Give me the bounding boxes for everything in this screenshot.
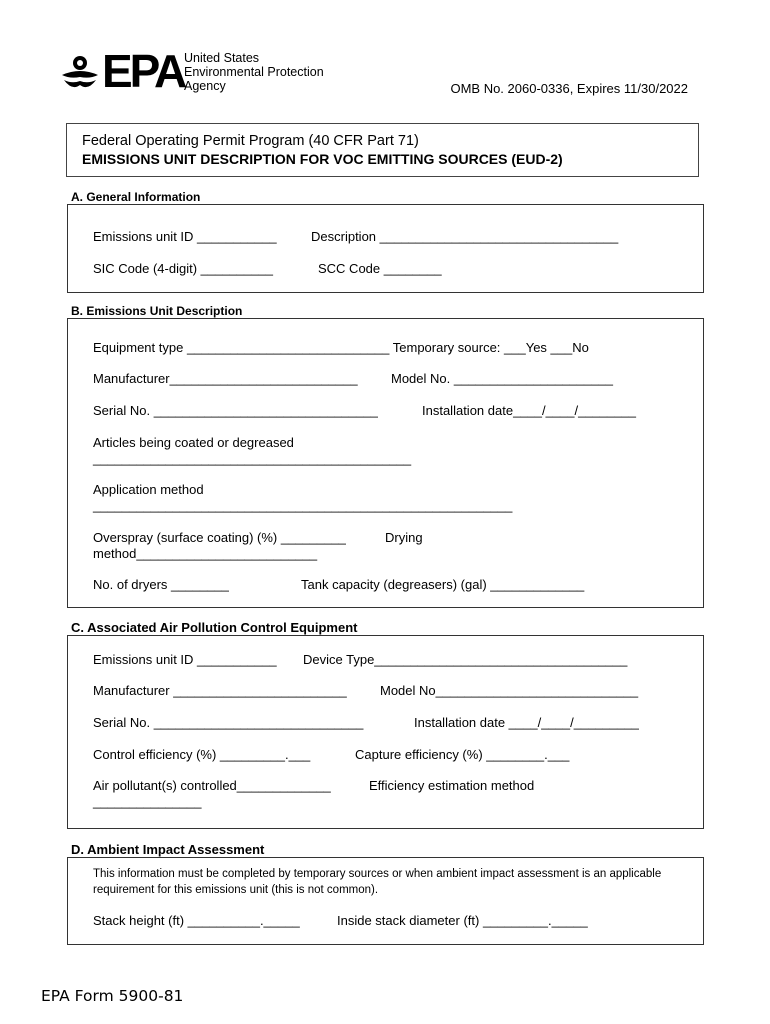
section-a-heading: A. General Information xyxy=(71,190,201,204)
dryers-count-field[interactable]: No. of dryers ________ xyxy=(93,577,229,592)
articles-label: Articles being coated or degreased xyxy=(93,435,294,450)
application-method-field[interactable]: __________________________________________________________ xyxy=(93,498,513,513)
control-installation-date-field[interactable]: Installation date ____/____/_________ xyxy=(414,715,639,730)
efficiency-method-label: Efficiency estimation method xyxy=(369,778,535,793)
drying-label: Drying xyxy=(385,530,423,545)
tank-capacity-field[interactable]: Tank capacity (degreasers) (gal) _____________ xyxy=(301,577,585,592)
section-c-heading: C. Associated Air Pollution Control Equipment xyxy=(71,620,358,635)
equipment-type-field[interactable]: Equipment type ____________________________ Temporary source: ___Yes ___No xyxy=(93,340,589,355)
form-program-title: Federal Operating Permit Program (40 CFR Part 71) xyxy=(82,133,419,149)
section-d-heading: D. Ambient Impact Assessment xyxy=(71,842,265,857)
title-box xyxy=(66,123,699,177)
efficiency-method-field[interactable]: _______________ xyxy=(93,794,202,809)
epa-flower-icon xyxy=(60,53,100,93)
form-title: EMISSIONS UNIT DESCRIPTION FOR VOC EMITTING SOURCES (EUD-2) xyxy=(82,151,563,167)
model-no-field[interactable]: Model No. ______________________ xyxy=(391,371,613,386)
drying-method-field[interactable]: method_________________________ xyxy=(93,546,318,561)
control-serial-no-field[interactable]: Serial No. _____________________________ xyxy=(93,715,364,730)
sic-code-field[interactable]: SIC Code (4-digit) __________ xyxy=(93,261,273,276)
scc-code-field[interactable]: SCC Code ________ xyxy=(318,261,442,276)
control-manufacturer-field[interactable]: Manufacturer ________________________ xyxy=(93,683,347,698)
control-efficiency-field[interactable]: Control efficiency (%) _________.___ xyxy=(93,747,311,762)
control-unit-id-field[interactable]: Emissions unit ID ___________ xyxy=(93,652,277,667)
overspray-field[interactable]: Overspray (surface coating) (%) _________ xyxy=(93,530,346,545)
ambient-impact-note: This information must be completed by temporary sources or when ambient impact assessment is an applicable requirement for this emissions unit (this is not common). xyxy=(93,868,662,896)
omb-number: OMB No. 2060-0336, Expires 11/30/2022 xyxy=(450,81,688,96)
logo-wordmark: EPA xyxy=(102,45,185,97)
form-number: EPA Form 5900-81 xyxy=(41,987,184,1005)
capture-efficiency-field[interactable]: Capture efficiency (%) ________.___ xyxy=(355,747,570,762)
installation-date-field[interactable]: Installation date____/____/________ xyxy=(422,403,636,418)
emissions-unit-id-field[interactable]: Emissions unit ID ___________ xyxy=(93,229,277,244)
section-b-heading: B. Emissions Unit Description xyxy=(71,304,243,318)
epa-logo xyxy=(60,45,350,97)
pollutants-controlled-field[interactable]: Air pollutant(s) controlled_____________ xyxy=(93,778,331,793)
agency-name: United States Environmental Protection Agency xyxy=(184,51,324,93)
application-method-label: Application method xyxy=(93,482,204,497)
device-type-field[interactable]: Device Type___________________________________ xyxy=(303,652,628,667)
serial-no-field[interactable]: Serial No. _______________________________ xyxy=(93,403,378,418)
stack-diameter-field[interactable]: Inside stack diameter (ft) _________._____ xyxy=(337,913,588,928)
description-field[interactable]: Description _________________________________ xyxy=(311,229,619,244)
manufacturer-field[interactable]: Manufacturer__________________________ xyxy=(93,371,358,386)
articles-field[interactable]: ____________________________________________ xyxy=(93,451,412,466)
stack-height-field[interactable]: Stack height (ft) __________._____ xyxy=(93,913,300,928)
section-a-box xyxy=(67,204,704,293)
control-model-no-field[interactable]: Model No____________________________ xyxy=(380,683,639,698)
